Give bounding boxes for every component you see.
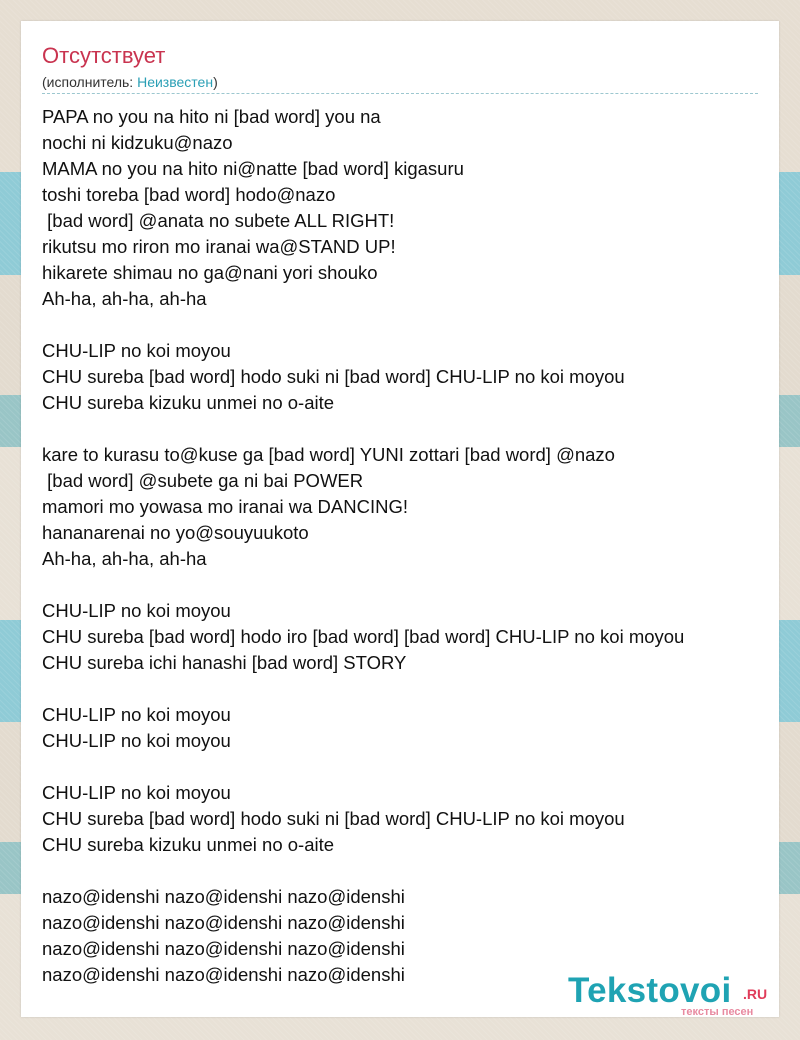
lyric-line: CHU-LIP no koi moyou: [42, 782, 231, 803]
lyric-line: nochi ni kidzuku@nazo: [42, 132, 233, 153]
lyric-line: nazo@idenshi nazo@idenshi nazo@idenshi: [42, 886, 405, 907]
lyric-line: [42, 858, 772, 884]
lyric-line: MAMA no you na hito ni@natte [bad word] kigasuru: [42, 158, 464, 179]
lyric-line: Ah-ha, ah-ha, ah-ha: [42, 548, 207, 569]
lyric-line: nazo@idenshi nazo@idenshi nazo@idenshi: [42, 938, 405, 959]
lyrics-body: [42, 104, 772, 988]
divider: [42, 93, 758, 94]
lyric-line: [42, 754, 772, 780]
lyric-line: [bad word] @anata no subete ALL RIGHT!: [42, 210, 395, 231]
lyric-line: mamori mo yowasa mo iranai wa DANCING!: [42, 496, 408, 517]
site-logo[interactable]: [568, 971, 783, 1021]
lyric-line: CHU sureba ichi hanashi [bad word] STORY: [42, 652, 407, 673]
lyric-line: nazo@idenshi nazo@idenshi nazo@idenshi: [42, 912, 405, 933]
lyric-line: CHU sureba [bad word] hodo iro [bad word] [bad word] CHU-LIP no koi moyou: [42, 626, 685, 647]
lyric-line: PAPA no you na hito ni [bad word] you na: [42, 106, 381, 127]
artist-link[interactable]: Неизвестен: [137, 74, 214, 90]
lyric-line: [bad word] @subete ga ni bai POWER: [42, 470, 364, 491]
lyric-line: [42, 572, 772, 598]
artist-line: [42, 73, 218, 91]
logo-wordmark: Tekstovoi: [568, 971, 732, 1010]
lyric-line: CHU sureba kizuku unmei no o-aite: [42, 834, 335, 855]
lyric-line: kare to kurasu to@kuse ga [bad word] YUNI zottari [bad word] @nazo: [42, 444, 615, 465]
lyric-line: CHU-LIP no koi moyou: [42, 730, 231, 751]
lyric-line: [42, 416, 772, 442]
lyric-line: CHU sureba [bad word] hodo suki ni [bad word] CHU-LIP no koi moyou: [42, 366, 625, 387]
song-title: Отсутствует: [42, 43, 166, 68]
logo-tld: .RU: [743, 986, 768, 1002]
lyric-line: CHU sureba [bad word] hodo suki ni [bad word] CHU-LIP no koi moyou: [42, 808, 625, 829]
lyric-line: CHU-LIP no koi moyou: [42, 600, 231, 621]
lyric-line: CHU-LIP no koi moyou: [42, 704, 231, 725]
logo-tagline: тексты песен: [681, 1006, 754, 1018]
lyric-line: toshi toreba [bad word] hodo@nazo: [42, 184, 336, 205]
lyric-line: [42, 676, 772, 702]
lyric-line: hikarete shimau no ga@nani yori shouko: [42, 262, 378, 283]
lyric-line: hananarenai no yo@souyuukoto: [42, 522, 309, 543]
lyric-line: [42, 312, 772, 338]
lyric-line: Ah-ha, ah-ha, ah-ha: [42, 288, 207, 309]
lyric-line: CHU-LIP no koi moyou: [42, 340, 231, 361]
artist-prefix: (исполнитель:: [42, 74, 138, 90]
lyric-line: CHU sureba kizuku unmei no o-aite: [42, 392, 335, 413]
lyric-line: rikutsu mo riron mo iranai wa@STAND UP!: [42, 236, 396, 257]
artist-suffix: ): [213, 74, 218, 90]
lyrics-card: [21, 21, 779, 1017]
lyric-line: nazo@idenshi nazo@idenshi nazo@idenshi: [42, 964, 405, 985]
